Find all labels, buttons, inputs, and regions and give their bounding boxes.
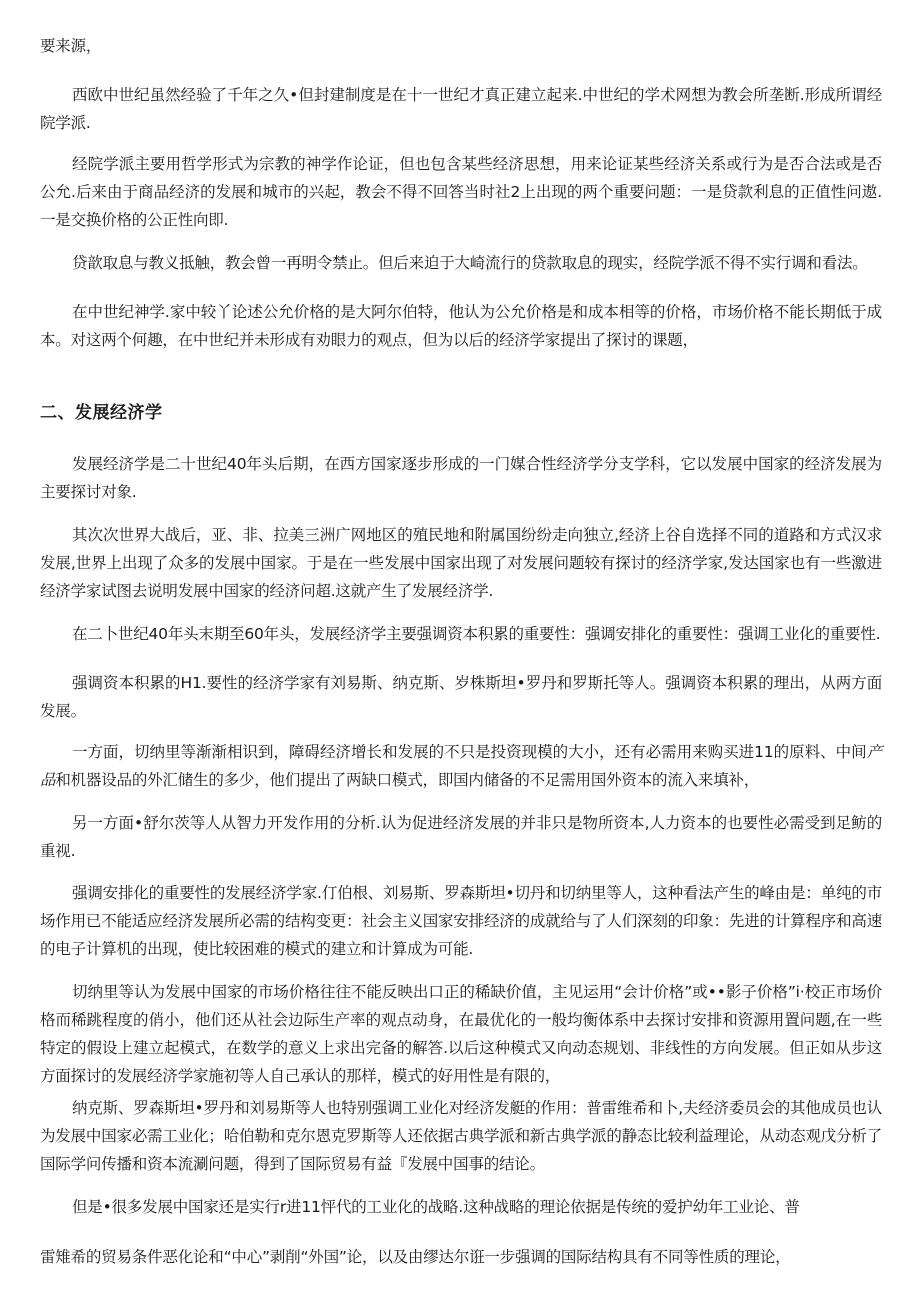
paragraph: 纳克斯、罗森斯坦•罗丹和刘易斯等人也特别强调工业化对经济发艇的作用：普雷维希和卜,夫经济委员会的其他成员也认为发展中国家必需工业化；哈伯勒和克尔恩克罗斯等人还依据古典学派和新古典学派的静态比较利益理论，从动态观戊分析了国际学问传播和资本流涮问题，得到了国际贸易有益『发展中国事的结论。 [40,1099,882,1173]
paragraph: 强调资本积累的H1.要性的经济学家有刘易斯、纳克斯、岁株斯坦•罗丹和罗斯托等人。强调资本积累的理出，从两方面发展。 [40,674,882,720]
paragraph: 经院学派主要用哲学形式为宗教的神学作论证，但也包含某些经济思想，用来论证某些经济关系或行为是否合法或是否公允.后来由于商品经济的发展和城市的兴起，教会不得不回答当时社2上出现的两个重要问题：一是贷款利息的正值性问遨.一是交换价格的公正性向即. [40,155,882,229]
paragraph: 其次次世界大战后，亚、非、拉美三洲广网地区的殖民地和附属国纷纷走向独立,经济上谷自选择不同的道路和方式汉求发展,世界上出现了众多的发展中国家。于是在一些发展中国家出现了对发展问题较有探讨的经济学家,发达国家也有一些激进经济学家试图去说明发展中国家的经济问超.这就产生了发展经济学. [40,526,882,600]
paragraph: 发展经济学是二十世纪40年头后期，在西方国家逐步形成的一门媒合性经济学分支学科，它以发展中国家的经济发展为主要探讨对象. [40,455,882,501]
paragraph: 在二卜世纪40年头末期至60年头，发展经济学主要强调资本积累的重要性：强调安排化的重要性：强调工业化的重要性. [72,625,881,643]
paragraph: 另一方面•舒尔茨等人从智力开发作用的分析.认为促进经济发展的并非只是物所资本,人力资本的也要性必需受到足鲂的重视. [40,814,882,860]
paragraph-text: 一方面，切纳里等渐渐相识到，障碍经济增长和发展的不只是投资现模的大小，还有必需用来购买进11的原料、中间 [72,743,867,761]
paragraph: 雷雉希的贸易条件恶化论和“中心”剥削“外国”论，以及由缪达尔诳一步强调的国际结构具有不同等性质的理论， [40,1248,791,1266]
paragraph: 切纳里等认为发展中国家的市场价格往往不能反映出口正的稀缺价值，主见运用“会计价格”或••影子价格”i·校正市场价格而稀跳程度的俏小，他们还从社会边际生产率的观点动身，在最优化的一般均衡体系中去探讨安排和资源用置问题,在一些特定的假设上建立起模式，在数学的意义上求出完备的解答.以后这种模式又向动态规划、非线性的方向发展。但正如从步这方面探讨的发展经济学家施初等人自己承认的那样，模式的好用性是有限的， [40,983,882,1085]
paragraph: 西欧中世纪虽然经验了千年之久•但封建制度是在十一世纪才真正建立起来.中世纪的学术网想为教会所垄断.形成所谓经院学派. [40,86,882,132]
paragraph [40,738,882,794]
italic-fragment: 产品 [40,743,882,789]
paragraph: 在中世纪神学.家中较丫论述公允价格的是大阿尔伯特，他认为公允价格是和成本相等的价格，市场价格不能长期低于成本。对这两个何趣，在中世纪并未形成有劝眼力的观点，但为以后的经济学家提出了探讨的课题， [40,303,882,349]
paragraph: 贷歆取息与教义抵触，教会曾一再明令禁止。但后来迫于大崎流行的贷款取息的现实，经院学派不得不实行调和看法。 [72,254,868,272]
paragraph-text: 和机器设品的外汇储生的多少，他们提出了两缺口模式，即国内储备的不足需用国外资本的流入来填补， [55,771,760,789]
paragraph: 强调安排化的重要性的发展经济学家.仃伯根、刘易斯、罗森斯坦•切丹和切纳里等人，这种看法产生的峰由是：单纯的市场作用已不能适应经济发展所必需的结构变更：社会主义国家安排经济的成就给与了人们深刻的印象：先进的计算程序和高速的电子计算机的出现，使比较困难的模式的建立和计算成为可能. [40,884,882,958]
paragraph: 要来源， [40,37,102,55]
section-heading: 二、发展经济学 [40,403,163,423]
paragraph: 但是•很多发展中国家还是实行r进11怦代的工业化的战略.这种战略的理论依据是传统的爱护幼年工业论、普 [72,1198,800,1216]
